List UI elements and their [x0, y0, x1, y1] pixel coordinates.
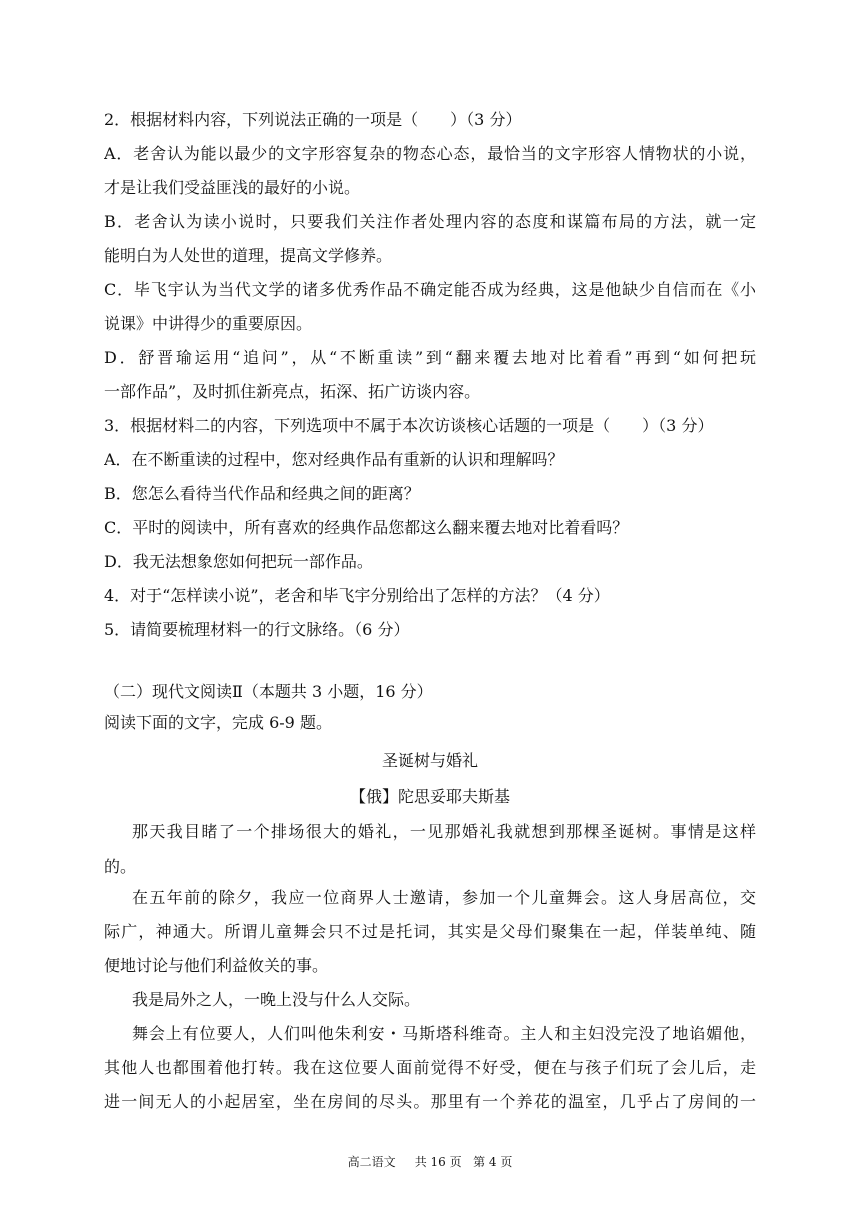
story-paragraph-2-end: 便地讨论与他们利益攸关的事。: [104, 956, 329, 975]
question-2-option-c-cont: 说课》中讲得少的重要原因。: [104, 314, 313, 333]
question-4: 4．对于“怎样读小说”，老舍和毕飞宇分别给出了怎样的方法？（4 分）: [104, 586, 610, 605]
story-paragraph-1: 那天我目睹了一个排场很大的婚礼，一见那婚礼我就想到那棵圣诞树。事情是这样: [132, 822, 756, 841]
story-paragraph-2-cont: 际广，神通大。所谓儿童舞会只不过是托词，其实是父母们聚集在一起，佯装单纯、随: [104, 922, 756, 941]
story-title: 圣诞树与婚礼: [381, 751, 478, 770]
question-2-option-b-cont: 能明白为人处世的道理，提高文学修养。: [104, 246, 393, 265]
question-3-option-b: B．您怎么看待当代作品和经典之间的距离？: [104, 484, 420, 503]
story-paragraph-1-cont: 的。: [104, 857, 137, 876]
story-author: 【俄】陀思妥耶夫斯基: [349, 787, 510, 806]
footer-page-number: 第 4 页: [473, 1155, 513, 1169]
section-instruction: 阅读下面的文字，完成 6-9 题。: [104, 713, 332, 732]
section-heading: （二）现代文阅读Ⅱ（本题共 3 小题，16 分）: [104, 682, 433, 701]
story-paragraph-2: 在五年前的除夕，我应一位商界人士邀请，参加一个儿童舞会。这人身居高位，交: [132, 888, 756, 907]
question-5: 5．请简要梳理材料一的行文脉络。（6 分）: [104, 620, 410, 639]
footer-subject: 高二语文: [347, 1155, 396, 1169]
story-paragraph-4-cont: 其他人也都围着他打转。我在这位要人面前觉得不好受，便在与孩子们玩了会儿后，走: [104, 1058, 756, 1077]
question-2-option-a-cont: 才是让我们受益匪浅的最好的小说。: [104, 178, 361, 197]
question-2-option-a: A．老舍认为能以最少的文字形容复杂的物态心态，最恰当的文字形容人情物状的小说，: [104, 144, 756, 163]
question-2-option-d: D．舒晋瑜运用“追问”，从“不断重读”到“翻来覆去地对比着看”再到“如何把玩: [104, 348, 756, 367]
question-3-option-c: C．平时的阅读中，所有喜欢的经典作品您都这么翻来覆去地对比着看吗？: [104, 518, 629, 537]
question-2-option-c: C．毕飞宇认为当代文学的诸多优秀作品不确定能否成为经典，这是他缺少自信而在《小: [104, 280, 756, 299]
page-footer: [0, 1152, 860, 1172]
question-2-stem: 2．根据材料内容，下列说法正确的一项是（ ）（3 分）: [104, 110, 522, 129]
question-3-stem: 3．根据材料二的内容，下列选项中不属于本次访谈核心话题的一项是（ ）（3 分）: [104, 416, 714, 435]
story-paragraph-4-cont2: 进一间无人的小起居室，坐在房间的尽头。那里有一个养花的温室，几乎占了房间的一: [104, 1092, 756, 1111]
footer-total-pages: 共 16 页: [414, 1155, 462, 1169]
question-2-option-b: B．老舍认为读小说时，只要我们关注作者处理内容的态度和谋篇布局的方法，就一定: [104, 212, 756, 231]
story-paragraph-4: 舞会上有位要人，人们叫他朱利安・马斯塔科维奇。主人和主妇没完没了地谄媚他，: [132, 1024, 756, 1043]
question-3-option-d: D．我无法想象您如何把玩一部作品。: [104, 552, 373, 571]
story-paragraph-3: 我是局外之人，一晚上没与什么人交际。: [132, 990, 421, 1009]
question-3-option-a: A．在不断重读的过程中，您对经典作品有重新的认识和理解吗？: [104, 450, 564, 469]
question-2-option-d-cont: 一部作品”，及时抓住新亮点，拓深、拓广访谈内容。: [104, 382, 481, 401]
